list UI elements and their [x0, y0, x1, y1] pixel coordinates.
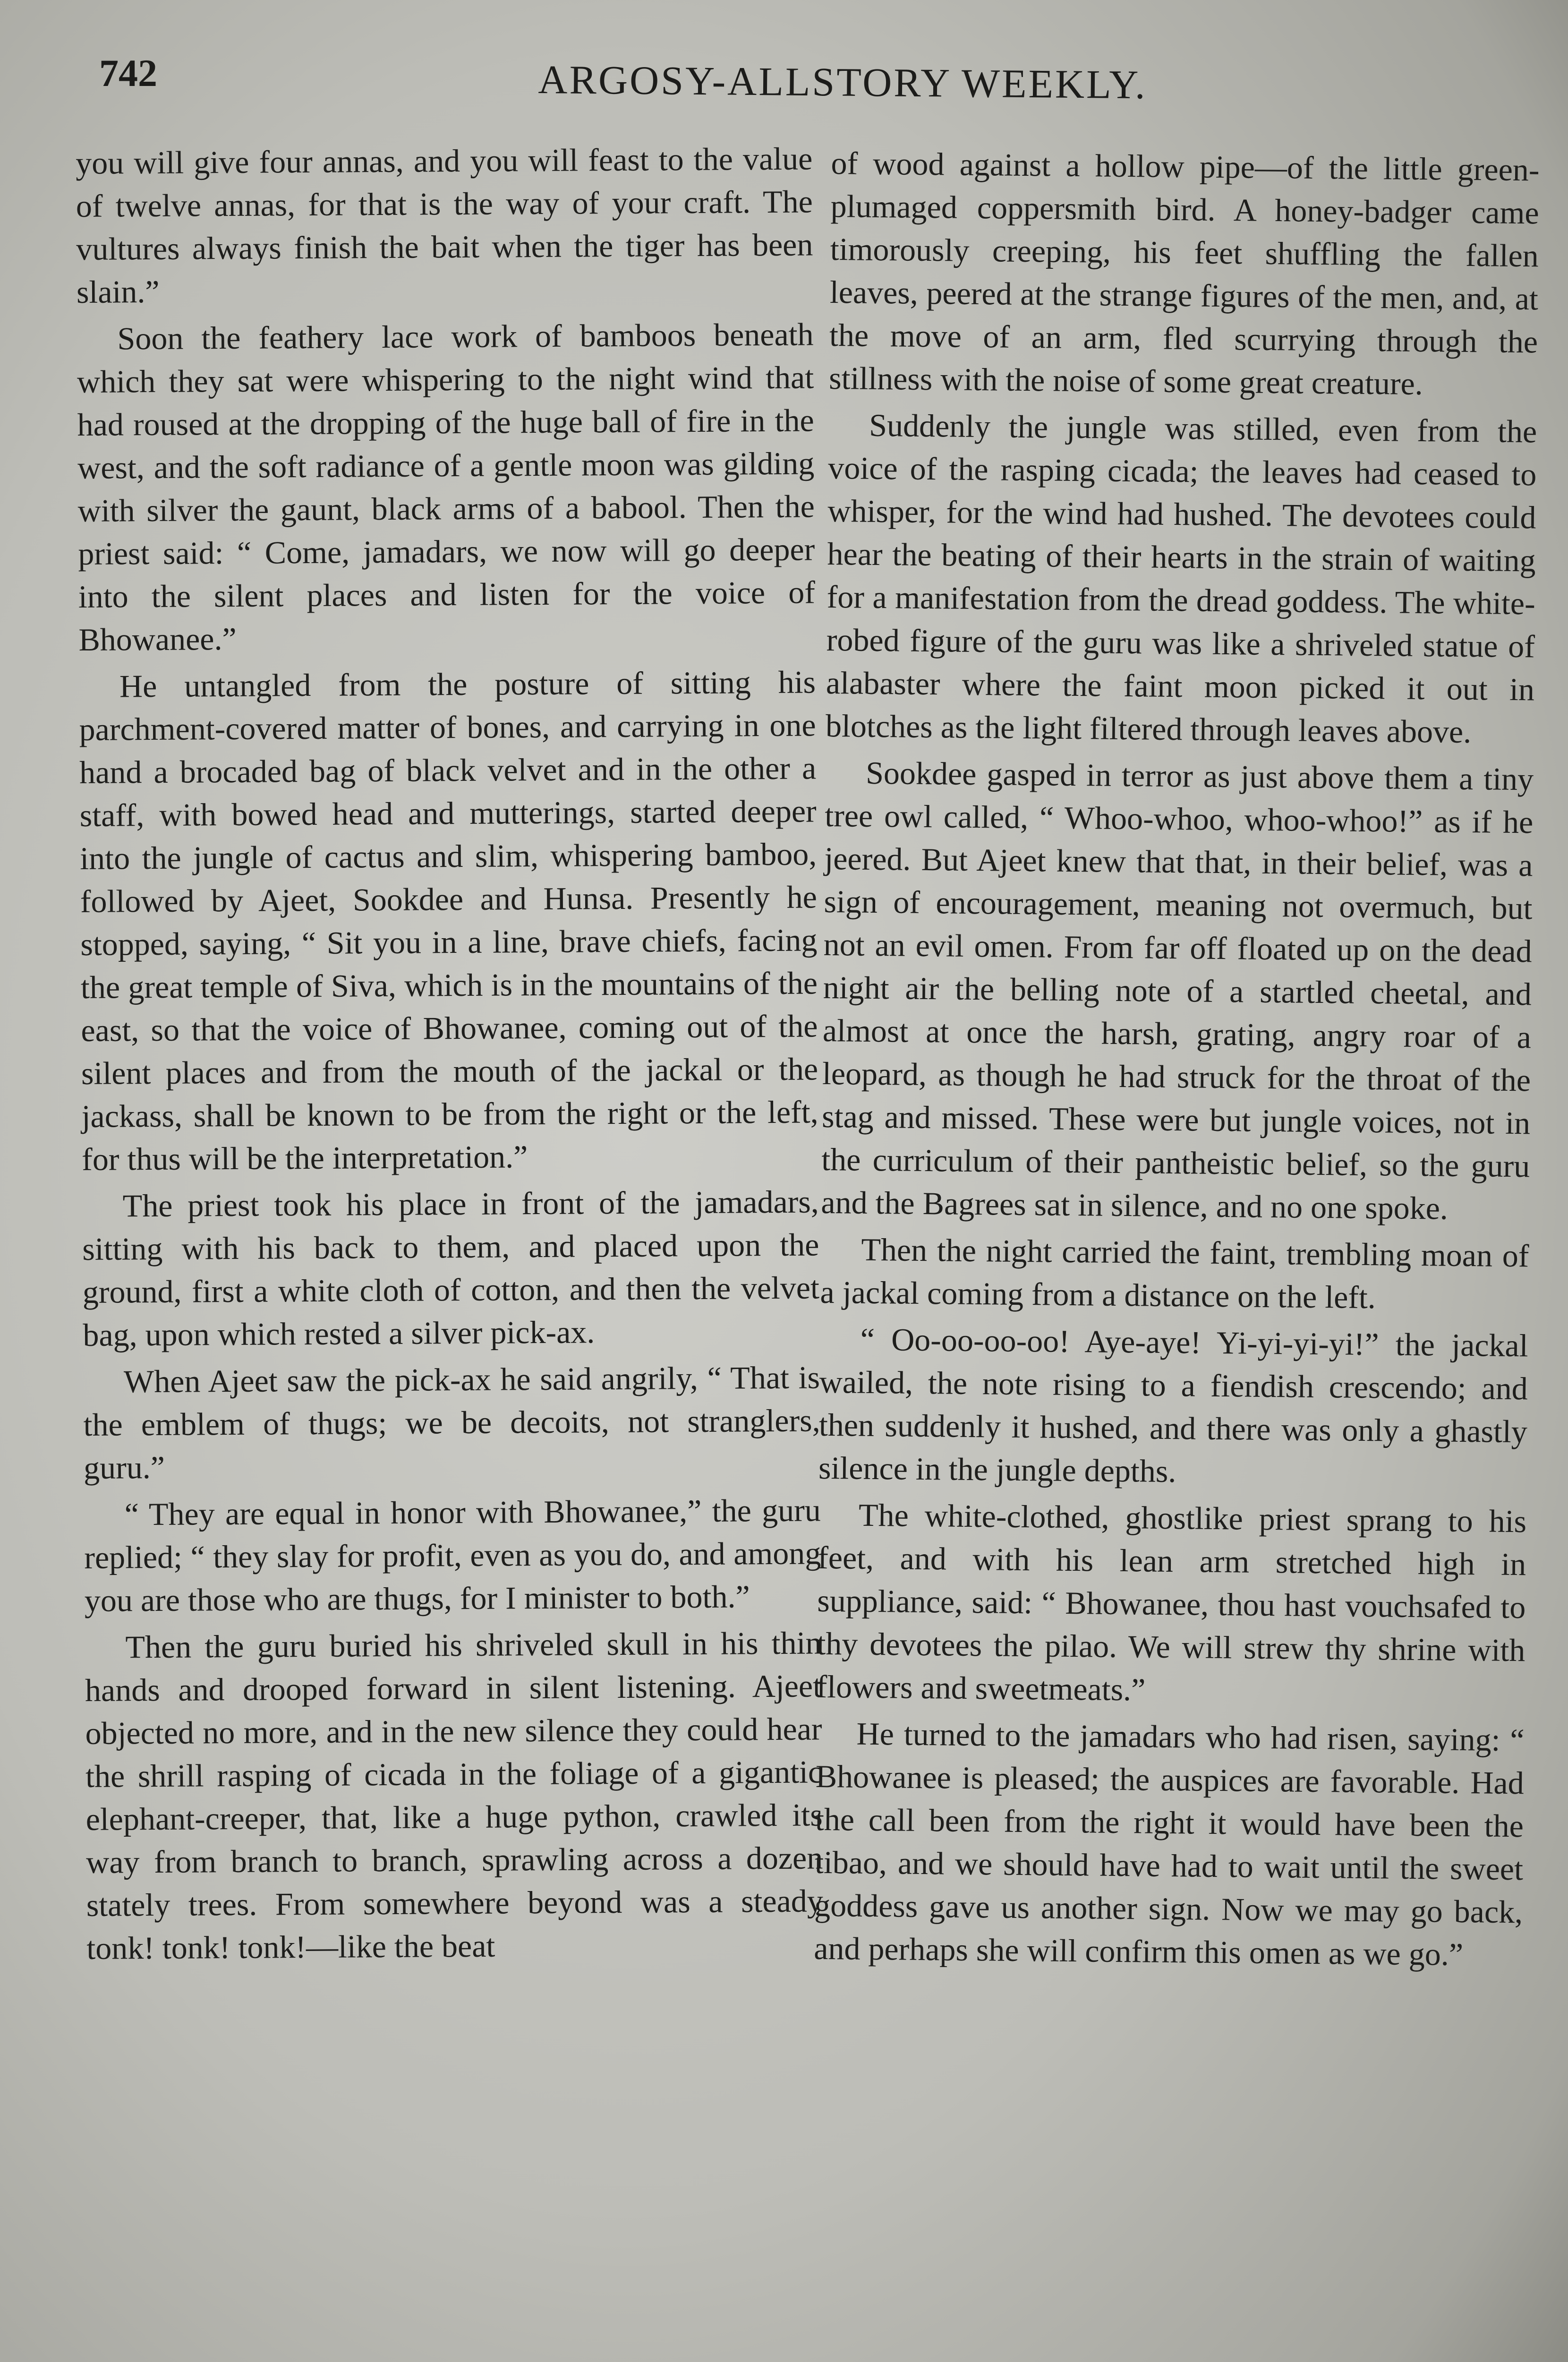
paragraph: “ Oo-oo-oo-oo! Aye-aye! Yi-yi-yi-yi!” the jackal wailed, the note rising to a fiendish crescendo; and then suddenly it hushed, and there was only a ghastly silence in the jungle depths. [818, 1321, 1528, 1489]
running-head: ARGOSY-ALLSTORY WEEKLY. [538, 56, 1148, 108]
paragraph: The priest took his place in front of the jamadars, sitting with his back to them, and placed upon the ground, first a white cloth of cotton, and then the velvet bag, upon which rested a silver pick-ax. [82, 1183, 820, 1353]
paragraph: of wood against a hollow pipe—of the little green-plumaged coppersmith bird. A honey-badger came timorously creeping, his feet shuffling the fallen leaves, peered at the strange figures of the men, and, at the move of an arm, fled scurrying through the stillness with the noise of some great creature. [828, 145, 1540, 402]
paragraph: Then the guru buried his shriveled skull in his thin hands and drooped forward in silent listening. Ajeet objected no more, and in the new silence they could hear the shrill rasping of cicada in the foliage of a gigantic elephant-creeper, that, like a huge python, crawled its way from branch to branch, sprawling across a dozen stately trees. From somewhere beyond was a steady tonk! tonk! tonk!—like the beat [85, 1625, 824, 1966]
paragraph: Soon the feathery lace work of bamboos beneath which they sat were whispering to the night wind that had roused at the dropping of the huge ball of fire in the west, and the soft radiance of a gentle moon was gilding with silver the gaunt, black arms of a babool. Then the priest said: “ Come, jamadars, we now will go deeper into the silent places and listen for the voice of Bhowanee.” [77, 316, 816, 658]
paragraph: Then the night carried the faint, trembling moan of a jackal coming from a distance on the left. [820, 1231, 1529, 1316]
page-number: 742 [99, 51, 157, 94]
paragraph: you will give four annas, and you will feast to the value of twelve annas, for that is the way of your craft. The vultures always finish the bait when the tiger has been slain.” [76, 140, 813, 310]
paragraph: “ They are equal in honor with Bhowanee,” the guru replied; “ they slay for profit, even as you do, and among you are those who are thugs, for I minister to both.” [84, 1492, 821, 1618]
paragraph: The white-clothed, ghostlike priest sprang to his feet, and with his lean arm stretched high in suppliance, said: “ Bhowanee, thou hast vouchsafed to thy devotees the pilao. We will strew thy shrine with flowers and sweetmeats.” [816, 1497, 1527, 1708]
paragraph: He untangled from the posture of sitting his parchment-covered matter of bones, and carrying in one hand a brocaded bag of black velvet and in the other a staff, with bowed head and mutterings, started deeper into the jungle of cactus and slim, whispering bamboo, followed by Ajeet, Sookdee and Hunsa. Presently he stopped, saying, “ Sit you in a line, brave chiefs, facing the great temple of Siva, which is in the mountains of the east, so that the voice of Bhowanee, coming out of the silent places and from the mouth of the jackal or the jackass, shall be known to be from the right or the left, for thus will be the interpretation.” [79, 664, 818, 1177]
paragraph: When Ajeet saw the pick-ax he said angrily, “ That is the emblem of thugs; we be decoits, not stranglers, guru.” [83, 1359, 820, 1486]
paragraph: Sookdee gasped in terror as just above them a tiny tree owl called, “ Whoo-whoo, whoo-whoo!” as if he jeered. But Ajeet knew that that, in their belief, was a sign of encouragement, meaning not overmuch, but not an evil omen. From far off floated up on the dead night air the belling note of a startled cheetal, and almost at once the harsh, grating, angry roar of a leopard, as though he had struck for the throat of the stag and missed. These were but jungle voices, not in the curriculum of their pantheistic belief, so the guru and the Bagrees sat in silence, and no one spoke. [821, 754, 1534, 1226]
right-column [814, 142, 1540, 1977]
left-column [76, 137, 824, 1969]
paragraph: He turned to the jamadars who had risen, saying: “ Bhowanee is pleased; the auspices are favorable. Had the call been from the right it would have been the tibao, and we should have had to wait until the sweet goddess gave us another sign. Now we may go back, and perhaps she will confirm this omen as we go.” [813, 1715, 1525, 1973]
paragraph: Suddenly the jungle was stilled, even from the voice of the rasping cicada; the leaves had ceased to whisper, for the wind had hushed. The devotees could hear the beating of their hearts in the strain of waiting for a manifestation from the dread goddess. The white-robed figure of the guru was like a shriveled statue of alabaster where the faint moon picked it out in blotches as the light filtered through leaves above. [825, 407, 1537, 750]
